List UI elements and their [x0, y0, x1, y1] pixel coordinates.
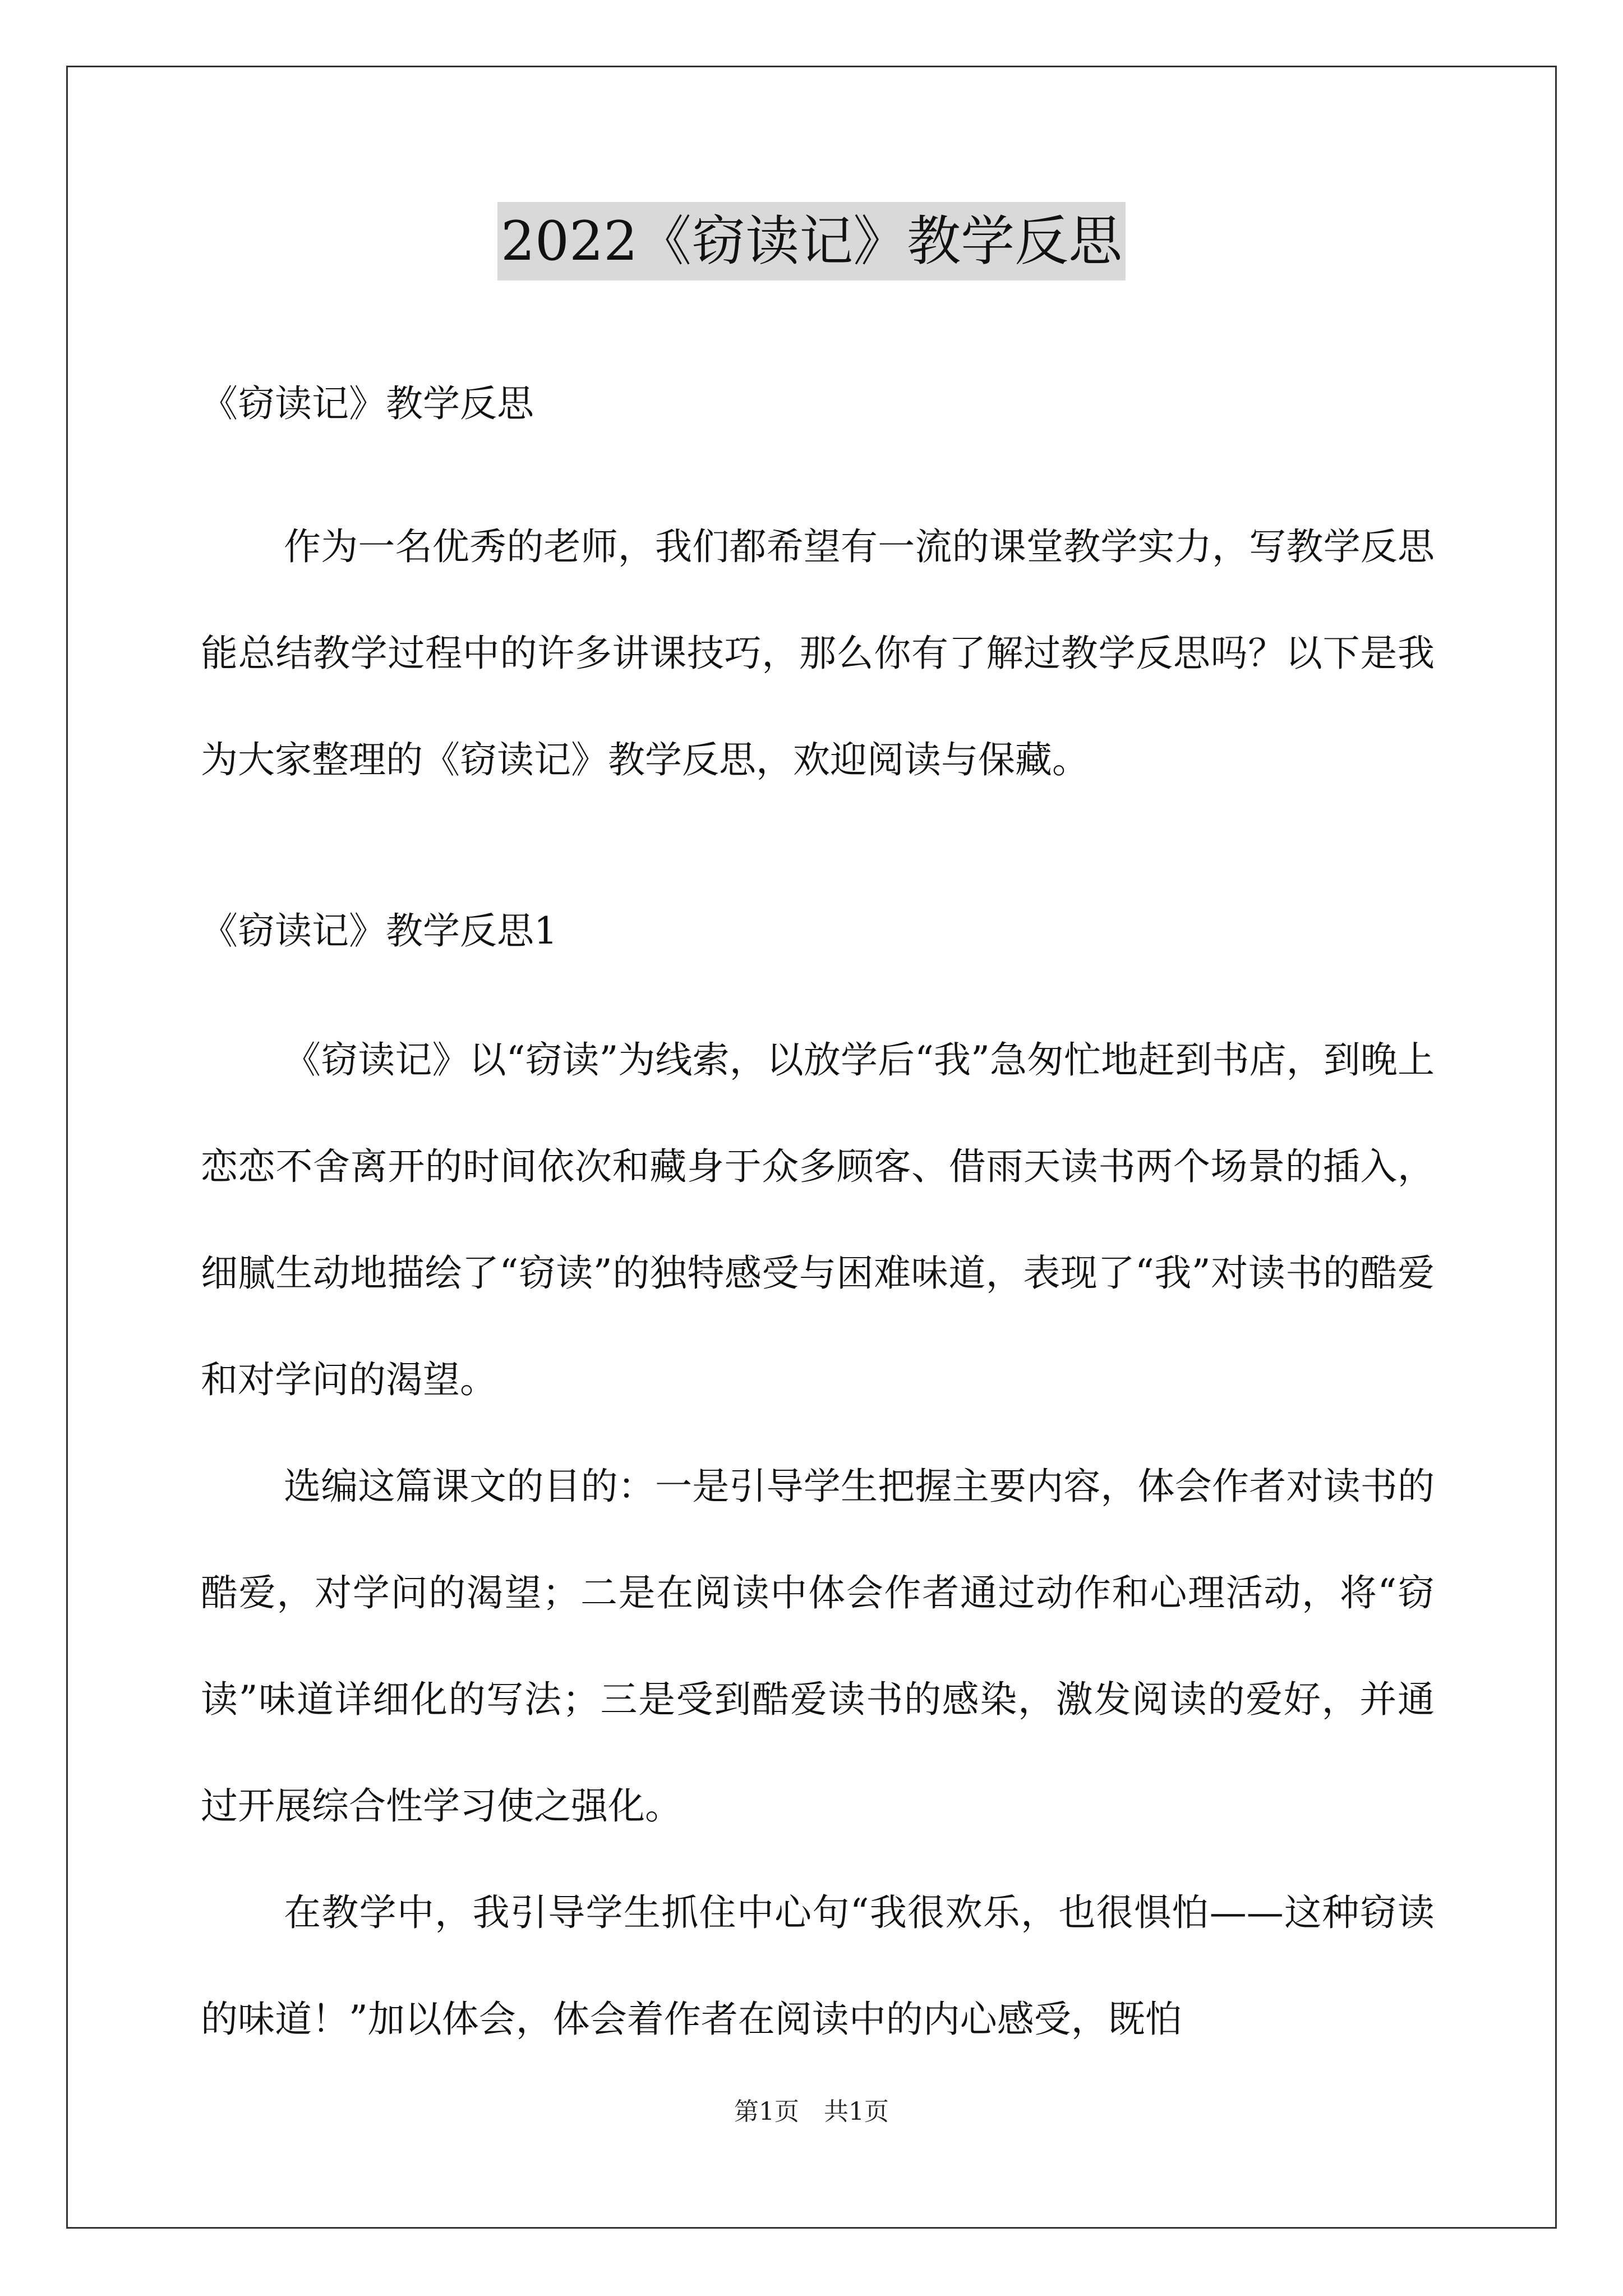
section-gap [201, 813, 1435, 898]
body-paragraph-2: 选编这篇课文的目的：一是引导学生把握主要内容，体会作者对读书的酷爱，对学问的渴望；二是在阅读中体会作者通过动作和心理活动，将“窃读”味道详细化的写法；三是受到酷爱读书的感染，激发阅读的爱好，并通过开展综合性学习使之强化。 [201, 1465, 1435, 1828]
body-paragraph-1: 《窃读记》以“窃读”为线索，以放学后“我”急匆忙地赶到书店，到晚上恋恋不舍离开的时间依次和藏身于众多顾客、借雨天读书两个场景的插入，细腻生动地描绘了“窃读”的独特感受与困难味道，表现了“我”对读书的酷爱和对学问的渴望。 [201, 1038, 1435, 1401]
body-paragraph-3: 在教学中，我引导学生抓住中心句“我很欢乐，也很惧怕——这种窃读的味道！”加以体会，体会着作者在阅读中的内心感受，既怕 [201, 1891, 1435, 2041]
page-footer: 第1页 共1页 [734, 2097, 889, 2126]
title-area [0, 202, 1623, 280]
document-body [201, 303, 1435, 2073]
document-title: 2022《窃读记》教学反思 [497, 202, 1126, 280]
intro-paragraph: 作为一名优秀的老师，我们都希望有一流的课堂教学实力，写教学反思能总结教学过程中的许多讲课技巧，那么你有了解过教学反思吗？以下是我为大家整理的《窃读记》教学反思，欢迎阅读与保藏。 [201, 525, 1435, 781]
document-subtitle: 《窃读记》教学反思 [201, 382, 534, 425]
section-heading: 《窃读记》教学反思1 [201, 909, 557, 953]
